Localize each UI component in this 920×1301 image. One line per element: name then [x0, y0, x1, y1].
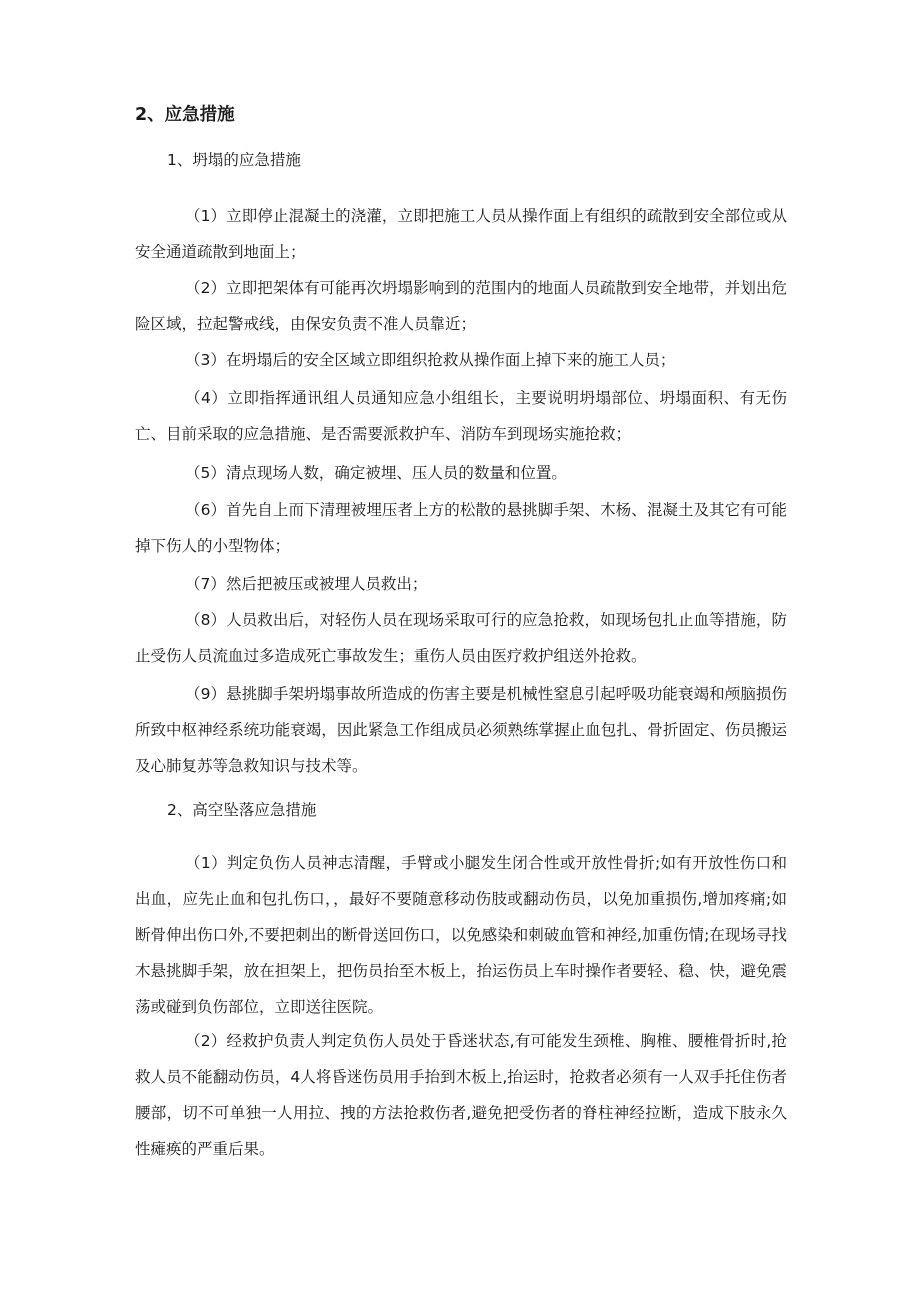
collapse-step-2: （2）立即把架体有可能再次坍塌影响到的范围内的地面人员疏散到安全地带，并划出危险区域，拉起警戒线，由保安负责不准人员靠近； [135, 279, 787, 333]
fall-step-1: （1）判定负伤人员神志清醒，手臂或小腿发生闭合性或开放性骨折;如有开放性伤口和出血，应先止血和包扎伤口，，最好不要随意移动伤肢或翻动伤员，以免加重损伤,增加疼痛;如断骨伸出伤口外,不要把刺出的断骨送回伤口，以免感染和刺破血管和神经,加重伤情;在现场寻找木悬挑脚手架，放在担架上，把伤员抬至木板上，抬运伤员上车时操作者要轻、稳、快，避免震荡或碰到负伤部位，立即送往医院。 [135, 854, 787, 1016]
collapse-step-8: （8）人员救出后，对轻伤人员在现场采取可行的应急抢救，如现场包扎止血等措施，防止受伤人员流血过多造成死亡事故发生；重伤人员由医疗救护组送外抢救。 [135, 611, 787, 665]
collapse-step-7: （7）然后把被压或被埋人员救出； [185, 575, 428, 593]
collapse-step-9: （9）悬挑脚手架坍塌事故所造成的伤害主要是机械性窒息引起呼吸功能衰竭和颅脑损伤所致中枢神经系统功能衰竭，因此紧急工作组成员必须熟练掌握止血包扎、骨折固定、伤员搬运及心肺复苏等急救知识与技术等。 [135, 685, 787, 775]
collapse-step-3: （3）在坍塌后的安全区域立即组织抢救从操作面上掉下来的施工人员； [185, 351, 676, 369]
collapse-step-6: （6）首先自上而下清理被埋压者上方的松散的悬挑脚手架、木杨、混凝土及其它有可能掉下伤人的小型物体； [135, 501, 787, 555]
subsection-title-fall: 2、高空坠落应急措施 [167, 801, 317, 819]
subsection-title-collapse: 1、坍塌的应急措施 [167, 151, 301, 169]
collapse-step-1: （1）立即停止混凝土的浇灌，立即把施工人员从操作面上有组织的疏散到安全部位或从安全通道疏散到地面上； [135, 207, 787, 261]
collapse-step-5: （5）清点现场人数，确定被埋、压人员的数量和位置。 [185, 464, 567, 482]
collapse-step-4: （4）立即指挥通讯组人员通知应急小组组长，主要说明坍塌部位、坍塌面积、有无伤亡、目前采取的应急措施、是否需要派救护车、消防车到现场实施抢救； [135, 389, 787, 443]
fall-step-2: （2）经救护负责人判定负伤人员处于昏迷状态,有可能发生颈椎、胸椎、腰椎骨折时,抢救人员不能翻动伤员，4人将昏迷伤员用手抬到木板上,抬运时，抢救者必须有一人双手托住伤者腰部，切不可单独一人用拉、拽的方法抢救伤者,避免把受伤者的脊柱神经拉断，造成下肢永久性瘫痪的严重后果。 [135, 1032, 787, 1158]
section-title: 2、应急措施 [135, 105, 235, 125]
